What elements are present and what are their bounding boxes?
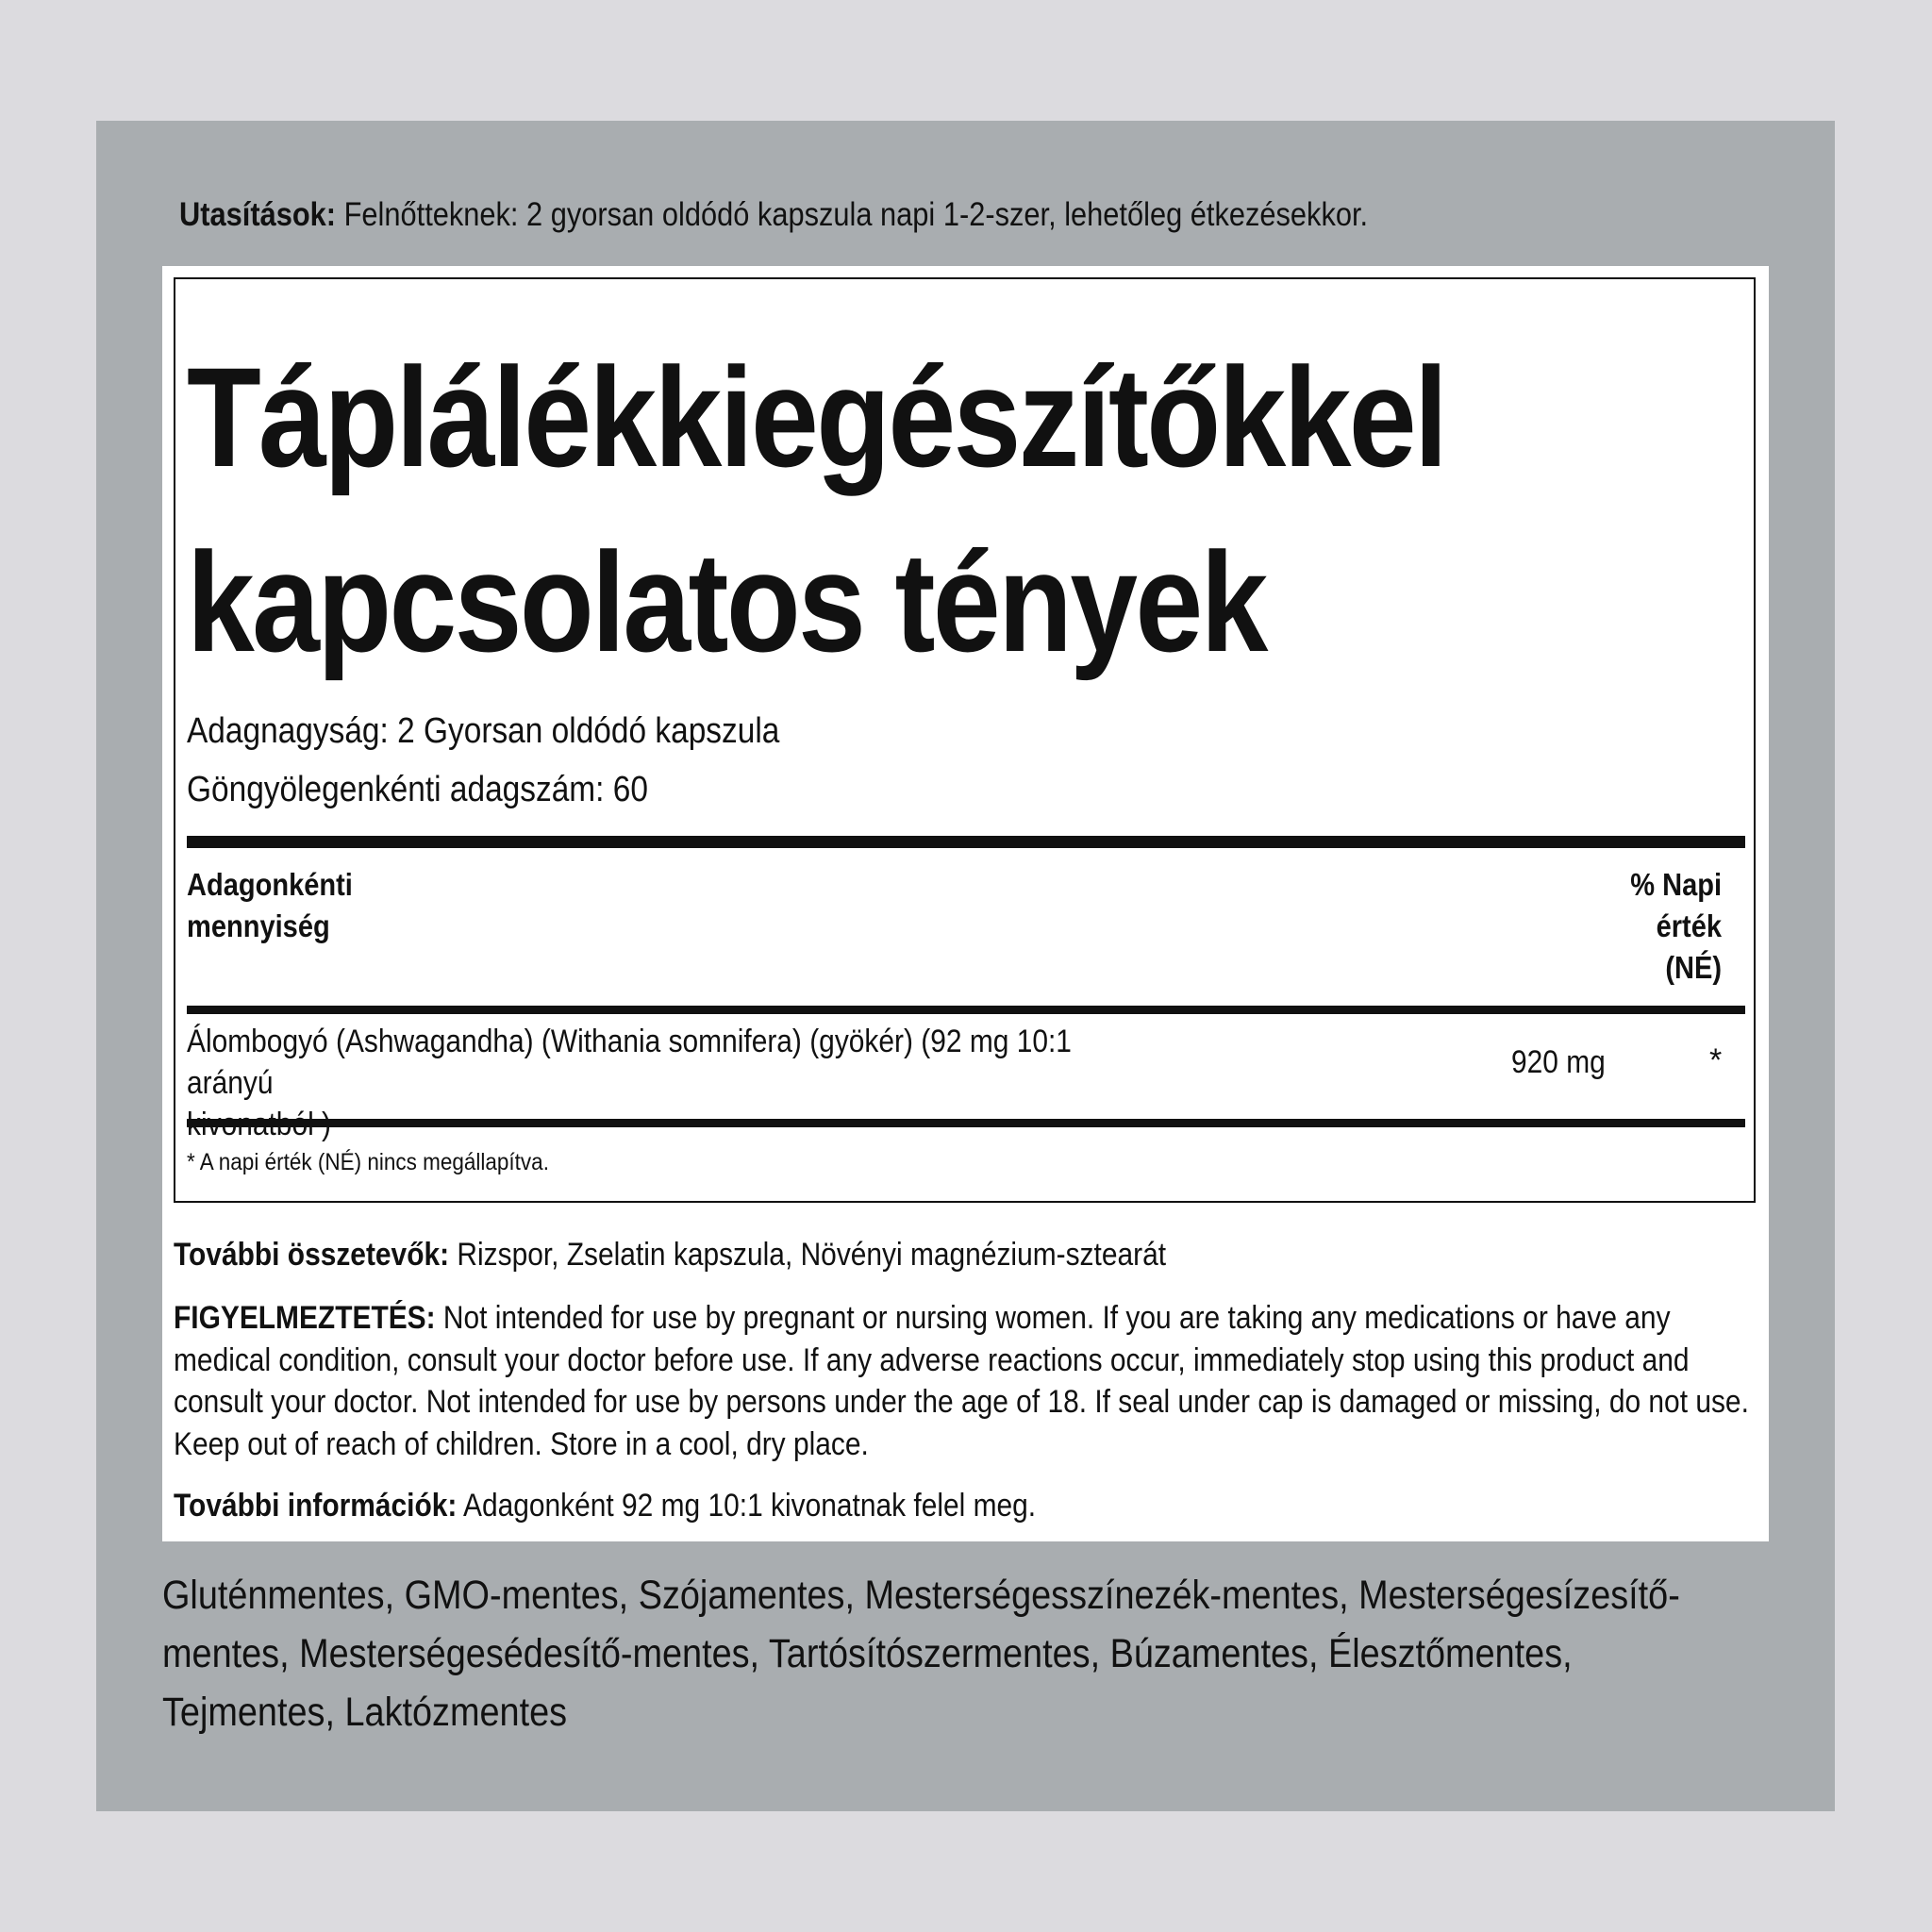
claims-line-2: mentes, Mesterségesédesítő-mentes, Tartósítószermentes, Búzamentes, Élesztőmentes, bbox=[162, 1631, 1573, 1676]
warning-label: FIGYELMEZTETÉS: bbox=[174, 1300, 436, 1336]
supplement-facts-box bbox=[174, 277, 1756, 1203]
header-daily-value bbox=[1630, 864, 1722, 989]
header-amount-per-serving bbox=[187, 864, 353, 947]
directions-label: Utasítások: bbox=[179, 196, 337, 233]
ingredient-amount: 920 mg bbox=[1511, 1044, 1606, 1080]
ingredient-dv: * bbox=[1709, 1042, 1723, 1078]
claims-line-3: Tejmentes, Laktózmentes bbox=[162, 1690, 568, 1735]
facts-title bbox=[187, 325, 1445, 694]
serving-size: Adagnagyság: 2 Gyorsan oldódó kapszula bbox=[187, 711, 780, 751]
footnote: * A napi érték (NÉ) nincs megállapítva. bbox=[187, 1149, 549, 1175]
warning-text: Not intended for use by pregnant or nursing women. If you are taking any medications or have any medical condition, consult your doctor before use. If any adverse reactions occur, immediately stop using this product and consult your doctor. Not intended for use by persons under the age of 18. If seal under cap is damaged or missing, do not use. Keep out of reach of children. Store in a cool, dry place. bbox=[174, 1300, 1749, 1462]
header-amount-line-2: mennyiség bbox=[187, 908, 330, 943]
more-info-text: Adagonként 92 mg 10:1 kivonatnak felel meg. bbox=[457, 1488, 1037, 1524]
directions-text: Felnőtteknek: 2 gyorsan oldódó kapszula napi 1-2-szer, lehetőleg étkezésekkor. bbox=[336, 196, 1369, 233]
header-amount-line-1: Adagonkénti bbox=[187, 867, 353, 902]
thick-divider-top bbox=[187, 836, 1745, 848]
free-from-claims bbox=[162, 1566, 1781, 1741]
more-info-label: További információk: bbox=[174, 1488, 458, 1524]
facts-title-line-2: kapcsolatos tények bbox=[187, 523, 1266, 681]
directions-line bbox=[179, 194, 1368, 236]
medium-divider bbox=[187, 1006, 1745, 1014]
header-dv-line-1: % Napi bbox=[1630, 867, 1722, 902]
other-ingredients-label: További összetevők: bbox=[174, 1237, 450, 1273]
thick-divider-bottom bbox=[187, 1119, 1745, 1127]
servings-per-container: Göngyölegenkénti adagszám: 60 bbox=[187, 770, 648, 809]
other-ingredients-text: Rizspor, Zselatin kapszula, Növényi magnézium-sztearát bbox=[449, 1237, 1167, 1273]
claims-line-1: Gluténmentes, GMO-mentes, Szójamentes, Mesterségesszínezék-mentes, Mesterségesízesítő- bbox=[162, 1573, 1680, 1618]
header-dv-line-2: érték bbox=[1656, 908, 1722, 943]
ingredient-name-line-1: Álombogyó (Ashwagandha) (Withania somnifera) (gyökér) (92 mg 10:1 arányú bbox=[187, 1024, 1072, 1101]
more-info bbox=[174, 1485, 1751, 1527]
warning bbox=[174, 1297, 1755, 1465]
header-dv-line-3: (NÉ) bbox=[1665, 950, 1722, 985]
other-ingredients bbox=[174, 1234, 1751, 1276]
facts-title-line-1: Táplálékkiegészítőkkel bbox=[187, 338, 1446, 496]
